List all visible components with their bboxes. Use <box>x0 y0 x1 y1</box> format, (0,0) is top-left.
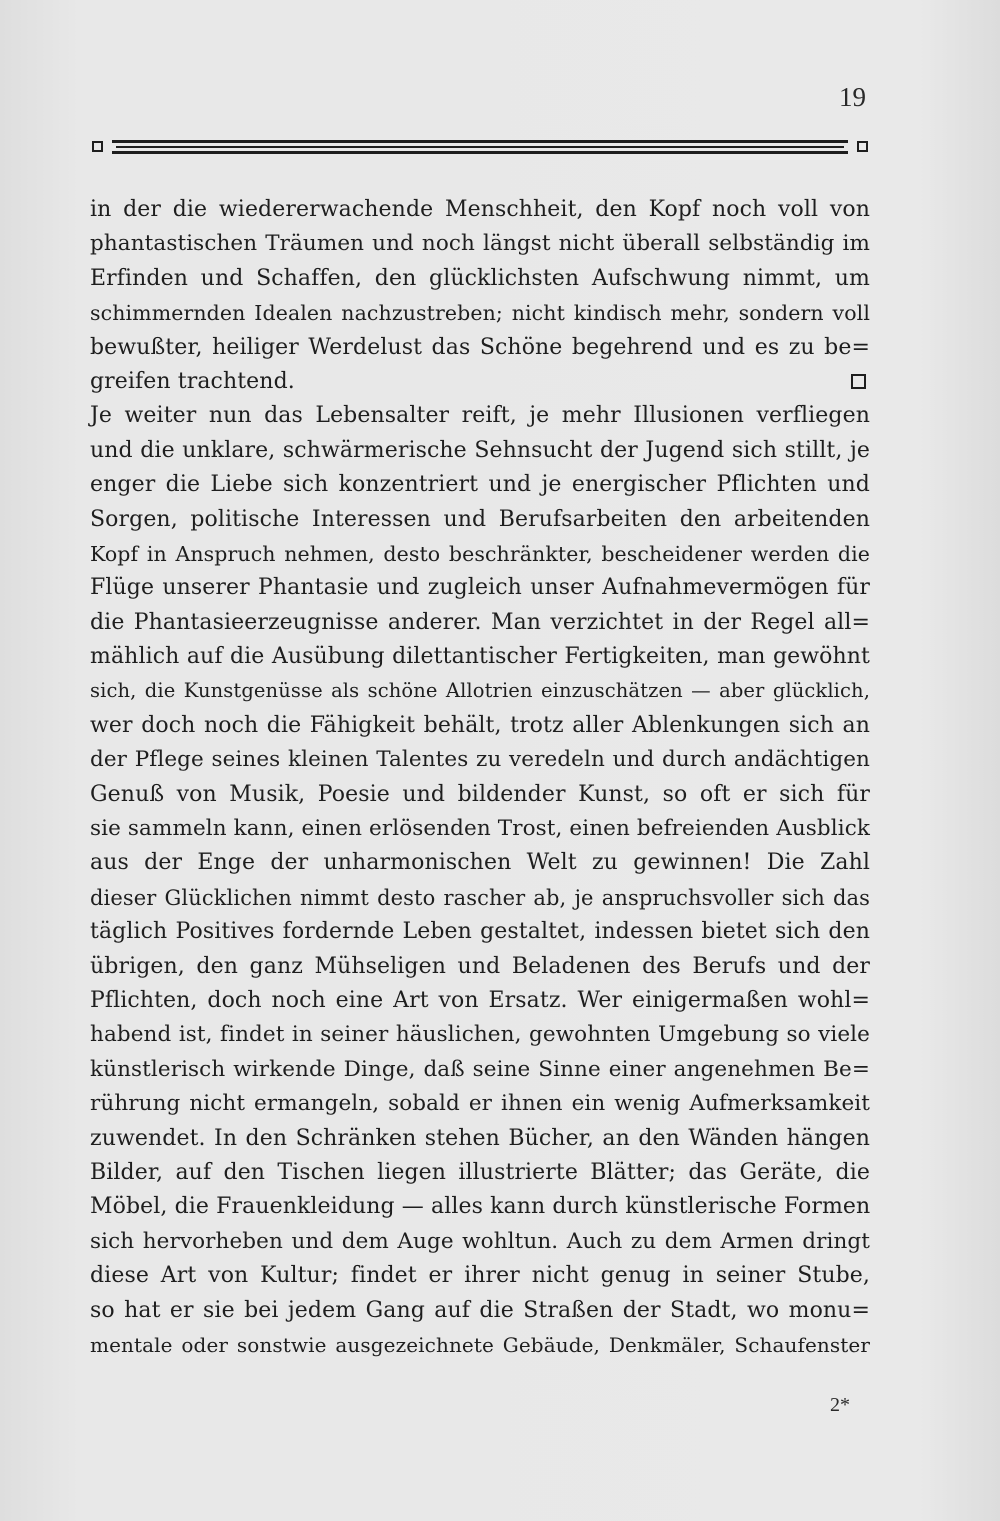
paragraph-1 <box>90 193 870 399</box>
text-line: mentale oder sonstwie ausgezeichnete Gebäude, Denkmäler, Schaufenster <box>90 1332 870 1357</box>
text-line: habend ist, findet in seiner häuslichen, gewohnten Umgebung so viele <box>90 1022 870 1048</box>
text-line-end <box>90 365 870 399</box>
text-line: Bilder, auf den Tischen liegen illustrierte Blätter; das Geräte, die <box>90 1159 870 1185</box>
text-line: diese Art von Kultur; findet er ihrer nicht genug in seiner Stube, <box>90 1263 870 1289</box>
text-line: künstlerisch wirkende Dinge, daß seine Sinne einer angenehmen Be= <box>90 1056 870 1082</box>
text-line-content: greifen trachtend. <box>90 368 295 394</box>
text-line: sie sammeln kann, einen erlösenden Trost, einen befreienden Ausblick <box>90 816 870 842</box>
text-line: dieser Glücklichen nimmt desto rascher ab, je anspruchsvoller sich das <box>90 885 870 910</box>
paragraph-2 <box>90 399 870 1362</box>
text-line: bewußter, heiliger Werdelust das Schöne begehrend und es zu be= <box>90 334 870 360</box>
text-line: aus der Enge der unharmonischen Welt zu gewinnen! Die Zahl <box>90 850 870 876</box>
text-line: Möbel, die Frauenkleidung — alles kann durch künstlerische Formen <box>90 1194 871 1220</box>
text-line: rührung nicht ermangeln, sobald er ihnen ein wenig Aufmerksamkeit <box>90 1091 870 1117</box>
text-line: schimmernden Idealen nachzustreben; nicht kindisch mehr, sondern voll <box>90 301 870 326</box>
ornament-square-right <box>857 141 868 152</box>
text-line: täglich Positives fordernde Leben gestaltet, indessen bietet sich den <box>90 919 870 945</box>
paragraph-end-square-icon <box>851 374 866 389</box>
page-number: 19 <box>839 82 866 112</box>
text-line: so hat er sie bei jedem Gang auf die Straßen der Stadt, wo monu= <box>90 1297 870 1323</box>
signature-mark: 2* <box>830 1394 850 1416</box>
text-line: sich hervorheben und dem Auge wohltun. Auch zu dem Armen dringt <box>90 1228 870 1254</box>
text-line: Je weiter nun das Lebensalter reift, je mehr Illusionen verfliegen <box>90 403 870 429</box>
text-line: Erfinden und Schaffen, den glücklichsten Aufschwung nimmt, um <box>90 265 870 291</box>
ornament-band <box>112 140 848 154</box>
text-line: enger die Liebe sich konzentriert und je energischer Pflichten und <box>90 472 870 498</box>
text-line: sich, die Kunstgenüsse als schöne Allotrien einzuschätzen — aber glücklich, <box>90 679 870 703</box>
text-line: mählich auf die Ausübung dilettantischer Fertigkeiten, man gewöhnt <box>90 644 870 670</box>
text-line: zuwendet. In den Schränken stehen Bücher, an den Wänden hängen <box>90 1125 870 1151</box>
text-line: Kopf in Anspruch nehmen, desto beschränkter, bescheidener werden die <box>90 541 870 566</box>
text-line: in der die wiedererwachende Menschheit, den Kopf noch voll von <box>90 197 870 222</box>
text-line: die Phantasieerzeugnisse anderer. Man verzichtet in der Regel all= <box>90 609 870 635</box>
body-text <box>90 193 870 1362</box>
text-line: und die unklare, schwärmerische Sehnsucht der Jugend sich stillt, je <box>90 437 870 463</box>
ornament-square-left <box>92 141 103 152</box>
header-ornament-rule <box>92 140 868 156</box>
text-line: phantastischen Träumen und noch längst nicht überall selbständig im <box>90 231 870 257</box>
text-line: Pflichten, doch noch eine Art von Ersatz. Wer einigermaßen wohl= <box>90 987 870 1013</box>
text-line: Sorgen, politische Interessen und Berufsarbeiten den arbeitenden <box>90 506 870 532</box>
text-line: Genuß von Musik, Poesie und bildender Kunst, so oft er sich für <box>90 781 870 807</box>
text-line: übrigen, den ganz Mühseligen und Beladenen des Berufs und der <box>90 953 870 979</box>
text-line: der Pflege seines kleinen Talentes zu veredeln und durch andächtigen <box>90 747 870 773</box>
text-line: Flüge unserer Phantasie und zugleich unser Aufnahmevermögen für <box>90 575 870 601</box>
text-line: wer doch noch die Fähigkeit behält, trotz aller Ablenkungen sich an <box>90 712 870 738</box>
